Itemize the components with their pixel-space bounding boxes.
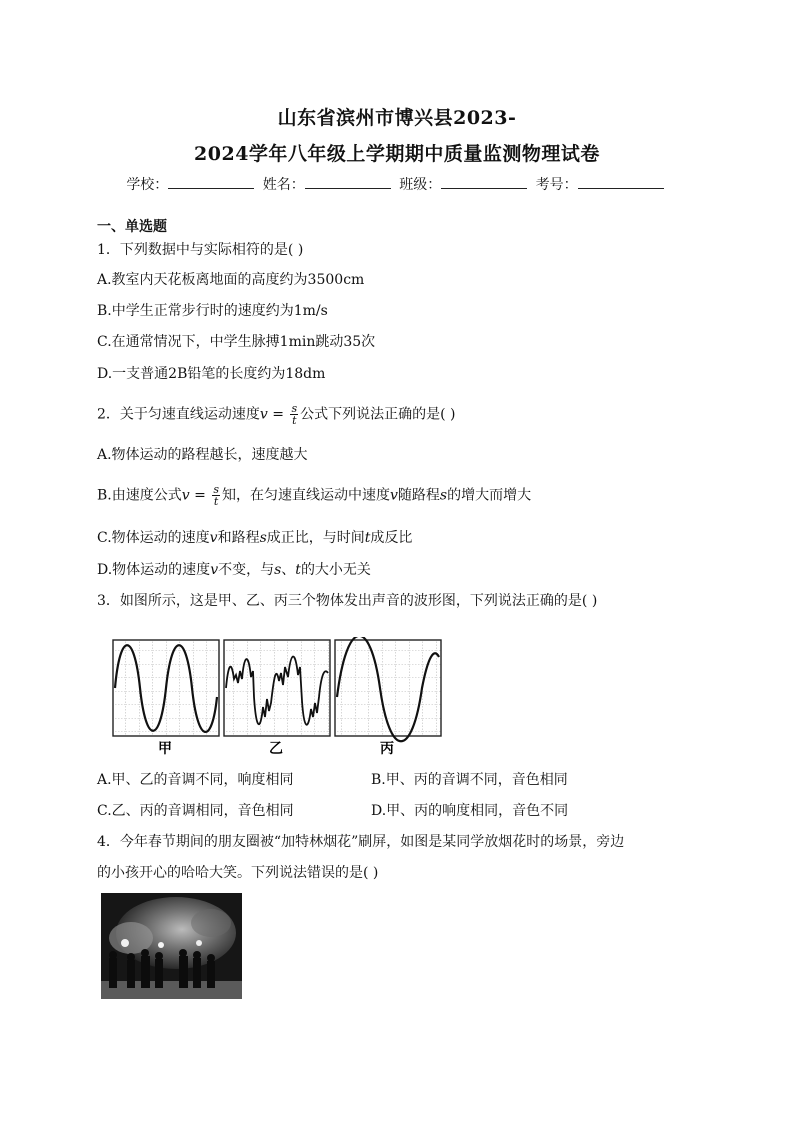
q2-b-post3: 的增大而增大 [447,487,532,504]
q2-stem [97,403,456,426]
q2-d-v: v [210,562,219,578]
q2-stem-pre: 2．关于匀速直线运动速度 [97,406,260,423]
q1-option-b: B.中学生正常步行时的速度约为1m/s [97,303,328,319]
waveform-panel-yi [224,640,330,757]
q2-b-formula-v: v [181,487,190,504]
q3-option-a: A.甲、乙的音调不同，响度相同 [97,772,294,788]
waveform-panel-bing [335,637,441,757]
number-blank[interactable] [578,175,664,189]
q2-c-t: t [364,530,371,546]
q2-b-formula-eq: = [189,487,211,504]
q2-option-c [97,528,412,548]
student-info-row [0,174,794,194]
q2-c-mid1: 和路程 [217,530,260,546]
q2-c-post: 成反比 [370,530,413,546]
fraction-numerator: s [291,402,298,415]
fraction-denominator: t [292,414,297,427]
name-blank[interactable] [305,175,391,189]
q2-d-sep: 、 [281,562,296,578]
school-label: 学校： [126,177,169,193]
exam-title-line1: 山东省滨州市博兴县2023- [277,107,517,129]
q2-d-mid: 不变，与 [218,562,275,578]
q1-stem: 1．下列数据中与实际相符的是( ) [97,242,304,258]
waveform-panel-jia [113,640,219,757]
q2-c-s: s [259,530,267,546]
q4-stem-line2: 的小孩开心的哈哈大笑。下列说法错误的是( ) [97,865,379,881]
class-blank[interactable] [441,175,527,189]
q2-c-v: v [209,530,218,546]
q1-option-d: D.一支普通2B铅笔的长度约为18dm [97,366,326,382]
q2-option-d [97,560,371,580]
q2-b-s: s [439,487,448,504]
q1-option-a: A.教室内天花板离地面的高度约为3500cm [97,272,365,288]
q2-d-s: s [274,562,282,578]
q2-b-post2: 随路程 [397,487,440,504]
q2-b-post1: 知，在匀速直线运动中速度 [221,487,390,504]
q2-option-b [97,484,531,507]
q4-stem-line1: 4．今年春节期间的朋友圈被“加特林烟花”刷屏，如图是某同学放烟花时的场景，旁边 [97,834,625,850]
class-label: 班级： [399,177,442,193]
q2-c-mid2: 成正比，与时间 [266,530,365,546]
q2-c-pre: C.物体运动的速度 [97,530,210,546]
q2-d-t: t [295,562,301,578]
fraction-numerator-b: s [213,483,219,496]
label-jia: 甲 [158,741,172,757]
q2-d-post: 的大小无关 [300,562,371,578]
speed-fraction-b [212,484,220,507]
q2-d-pre: D.物体运动的速度 [97,562,211,578]
q3-option-d: D.甲、丙的响度相同，音色不同 [371,803,569,819]
q2-stem-v: v [259,406,268,423]
name-label: 姓名： [262,177,305,193]
q2-b-v: v [389,487,398,504]
fireworks-photo [101,893,242,999]
q3-stem: 3．如图所示，这是甲、乙、丙三个物体发出声音的波形图，下列说法正确的是( ) [97,593,598,609]
fraction-denominator-b: t [213,495,219,508]
q3-option-b: B.甲、丙的音调不同，音色相同 [371,772,568,788]
q3-option-c: C.乙、丙的音调相同，音色相同 [97,803,294,819]
section-heading: 一、单选题 [97,219,167,235]
school-blank[interactable] [168,175,254,189]
q1-option-c: C.在通常情况下，中学生脉搏1min跳动35次 [97,334,376,350]
q2-stem-eq: = [267,406,289,423]
label-yi: 乙 [269,741,283,757]
q2-stem-post: 公式下列说法正确的是( ) [300,406,456,423]
q2-option-a: A.物体运动的路程越长，速度越大 [97,447,308,463]
q2-b-pre: B.由速度公式 [97,487,182,504]
speed-fraction [290,403,298,426]
waveform-figure [112,637,444,757]
exam-title-line2: 2024学年八年级上学期期中质量监测物理试卷 [194,143,600,165]
number-label: 考号： [535,177,578,193]
label-bing: 丙 [380,741,394,757]
